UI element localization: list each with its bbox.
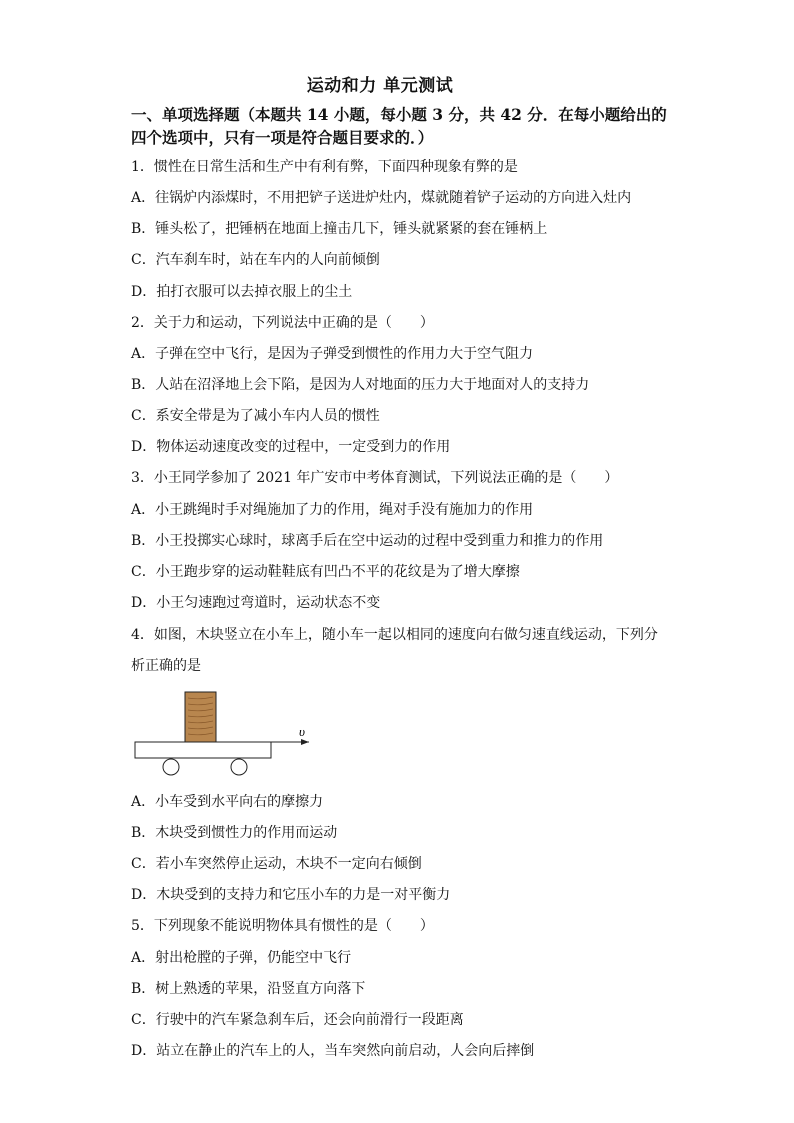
page-title: 运动和力 单元测试 bbox=[306, 76, 454, 96]
arrow-head-icon bbox=[301, 739, 309, 745]
cart-wheel-right bbox=[231, 759, 247, 775]
question-1-option-c: C．汽车刹车时，站在车内的人向前倾倒 bbox=[131, 252, 380, 268]
question-3-option-d: D．小王匀速跑过弯道时，运动状态不变 bbox=[131, 595, 381, 611]
question-4-option-c: C．若小车突然停止运动，木块不一定向右倾倒 bbox=[131, 856, 422, 872]
cart-block-figure bbox=[131, 690, 321, 782]
question-2-option-d: D．物体运动速度改变的过程中，一定受到力的作用 bbox=[131, 439, 451, 455]
question-5-option-d: D．站立在静止的汽车上的人，当车突然向前启动，人会向后摔倒 bbox=[131, 1043, 535, 1059]
question-1-option-a: A．往锅炉内添煤时，不用把铲子送进炉灶内，煤就随着铲子运动的方向进入灶内 bbox=[131, 190, 632, 206]
question-4-stem-continued: 析正确的是 bbox=[131, 658, 201, 674]
question-5-option-c: C．行驶中的汽车紧急刹车后，还会向前滑行一段距离 bbox=[131, 1012, 464, 1028]
cart-wheel-left bbox=[163, 759, 179, 775]
question-1-option-d: D．拍打衣服可以去掉衣服上的尘土 bbox=[131, 284, 353, 300]
question-5-option-b: B．树上熟透的苹果，沿竖直方向落下 bbox=[131, 981, 366, 997]
question-1-stem: 1．惯性在日常生活和生产中有利有弊，下面四种现象有弊的是 bbox=[131, 159, 518, 175]
question-3-option-a: A．小王跳绳时手对绳施加了力的作用，绳对手没有施加力的作用 bbox=[131, 502, 534, 518]
question-3-option-b: B．小王投掷实心球时，球离手后在空中运动的过程中受到重力和推力的作用 bbox=[131, 533, 604, 549]
question-4-option-b: B．木块受到惯性力的作用而运动 bbox=[131, 825, 338, 841]
question-2-option-a: A．子弹在空中飞行，是因为子弹受到惯性的作用力大于空气阻力 bbox=[131, 346, 534, 362]
question-3-stem: 3．小王同学参加了 2021 年广安市中考体育测试，下列说法正确的是（ ） bbox=[131, 470, 619, 486]
question-2-option-b: B．人站在沼泽地上会下陷，是因为人对地面的压力大于地面对人的支持力 bbox=[131, 377, 590, 393]
question-1-option-b: B．锤头松了，把锤柄在地面上撞击几下，锤头就紧紧的套在锤柄上 bbox=[131, 221, 548, 237]
question-2-option-c: C．系安全带是为了减小车内人员的惯性 bbox=[131, 408, 380, 424]
question-5-stem: 5．下列现象不能说明物体具有惯性的是（ ） bbox=[131, 918, 434, 934]
question-4-option-a: A．小车受到水平向右的摩擦力 bbox=[131, 794, 324, 810]
cart-body bbox=[135, 742, 271, 758]
question-5-option-a: A．射出枪膛的子弹，仍能空中飞行 bbox=[131, 950, 352, 966]
question-4-option-d: D．木块受到的支持力和它压小车的力是一对平衡力 bbox=[131, 887, 451, 903]
question-4-stem: 4．如图，木块竖立在小车上，随小车一起以相同的速度向右做匀速直线运动，下列分 bbox=[131, 627, 658, 643]
section-heading: 一、单项选择题（本题共 14 小题，每小题 3 分，共 42 分．在每小题给出的四个选项中，只有一项是符合题目要求的．） bbox=[131, 105, 667, 147]
question-3-option-c: C．小王跑步穿的运动鞋鞋底有凹凸不平的花纹是为了增大摩擦 bbox=[131, 564, 520, 580]
velocity-label: υ bbox=[299, 724, 305, 739]
question-2-stem: 2．关于力和运动，下列说法中正确的是（ ） bbox=[131, 315, 434, 331]
